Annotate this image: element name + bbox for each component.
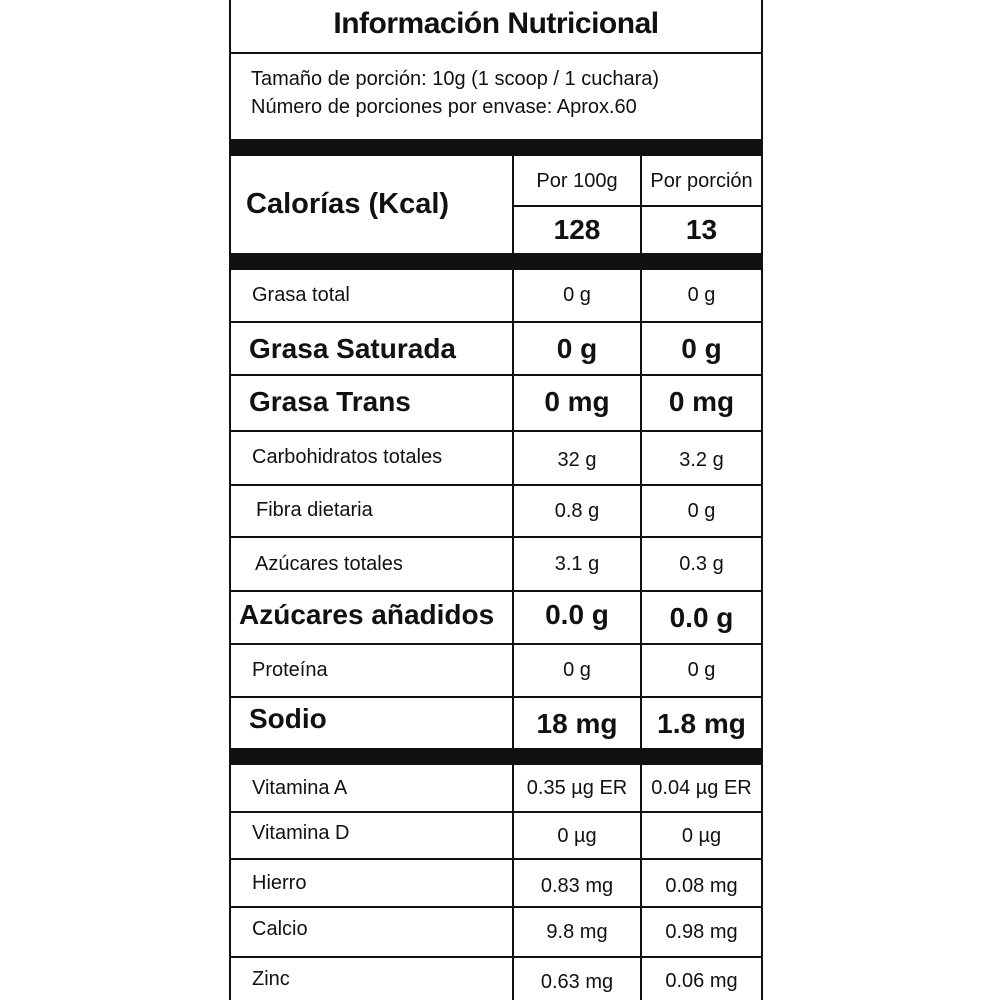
nutrient-value-per-serving: 0 g: [687, 658, 716, 681]
micronutrient-label: Zinc: [252, 967, 290, 990]
micronutrient-label: Hierro: [252, 871, 307, 894]
nutrient-value-per-serving: 0 g: [687, 499, 716, 522]
micronutrient-value-per-serving: 0 µg: [681, 824, 722, 847]
nutrient-value-per-serving: 0 g: [681, 332, 722, 364]
divider: [231, 52, 761, 54]
nutrient-value-per-serving: 3.2 g: [679, 448, 724, 471]
micronutrient-value-per-100g: 0.35 µg ER: [526, 776, 628, 799]
nutrient-value-per-100g: 0 g: [563, 284, 591, 306]
nutrient-value-per-serving: 0.0 g: [669, 602, 734, 633]
nutrient-label: Grasa Trans: [249, 386, 411, 417]
serving-size: Tamaño de porción: 10g (1 scoop / 1 cuchara): [251, 68, 660, 90]
nutrition-facts-panel: [229, 0, 763, 1000]
micronutrient-value-per-100g: 0.63 mg: [540, 970, 614, 993]
column-divider: [640, 270, 642, 748]
nutrient-label: Fibra dietaria: [256, 498, 373, 521]
micronutrient-label: Calcio: [252, 917, 308, 940]
column-divider: [640, 156, 642, 253]
micronutrient-value-per-100g: 0.83 mg: [540, 874, 614, 897]
column-divider: [512, 765, 514, 1000]
column-header-per-100g: Por 100g: [536, 169, 618, 192]
nutrient-value-per-serving: 0 g: [687, 284, 716, 306]
servings-per-container: Número de porciones por envase: Aprox.60: [251, 96, 637, 118]
micronutrient-value-per-serving: 0.04 µg ER: [651, 776, 752, 799]
micronutrient-label: Vitamina D: [252, 821, 350, 844]
nutrient-value-per-100g: 18 mg: [536, 708, 618, 739]
column-divider: [512, 156, 514, 253]
micronutrient-value-per-100g: 9.8 mg: [546, 920, 608, 943]
nutrient-value-per-100g: 3.1 g: [554, 552, 600, 575]
nutrient-label: Proteína: [252, 658, 328, 681]
column-divider: [512, 270, 514, 748]
column-divider: [640, 765, 642, 1000]
nutrient-value-per-100g: 0.0 g: [545, 599, 609, 630]
thick-divider: [231, 748, 761, 765]
nutrient-value-per-serving: 0.3 g: [679, 552, 724, 575]
nutrient-value-per-100g: 0 g: [563, 658, 591, 681]
nutrient-value-per-serving: 0 mg: [668, 386, 735, 417]
calories-per-serving: 13: [685, 214, 718, 245]
thick-divider: [231, 139, 761, 156]
micronutrient-value-per-serving: 0.08 mg: [665, 874, 738, 897]
nutrient-value-per-100g: 0 g: [556, 332, 598, 364]
micronutrient-value-per-100g: 0 µg: [557, 824, 597, 847]
nutrient-label: Sodio: [249, 703, 327, 734]
calories-label: Calorías (Kcal): [246, 188, 450, 220]
micronutrient-value-per-serving: 0.98 mg: [665, 920, 738, 943]
thick-divider: [231, 253, 761, 270]
nutrient-label: Azúcares añadidos: [239, 599, 495, 630]
page-title: Información Nutricional: [333, 7, 659, 40]
nutrient-value-per-100g: 32 g: [557, 448, 597, 471]
nutrient-value-per-100g: 0 mg: [544, 386, 610, 417]
nutrient-value-per-100g: 0.8 g: [554, 499, 600, 522]
column-header-per-serving: Por porción: [650, 169, 753, 192]
nutrient-label: Azúcares totales: [255, 552, 403, 575]
micronutrient-value-per-serving: 0.06 mg: [665, 969, 738, 992]
nutrient-label: Grasa Saturada: [249, 332, 456, 364]
calories-per-100g: 128: [553, 214, 601, 245]
nutrient-label: Grasa total: [252, 284, 350, 306]
micronutrient-label: Vitamina A: [252, 776, 348, 799]
nutrient-label: Carbohidratos totales: [252, 445, 443, 468]
nutrient-value-per-serving: 1.8 mg: [657, 708, 746, 739]
